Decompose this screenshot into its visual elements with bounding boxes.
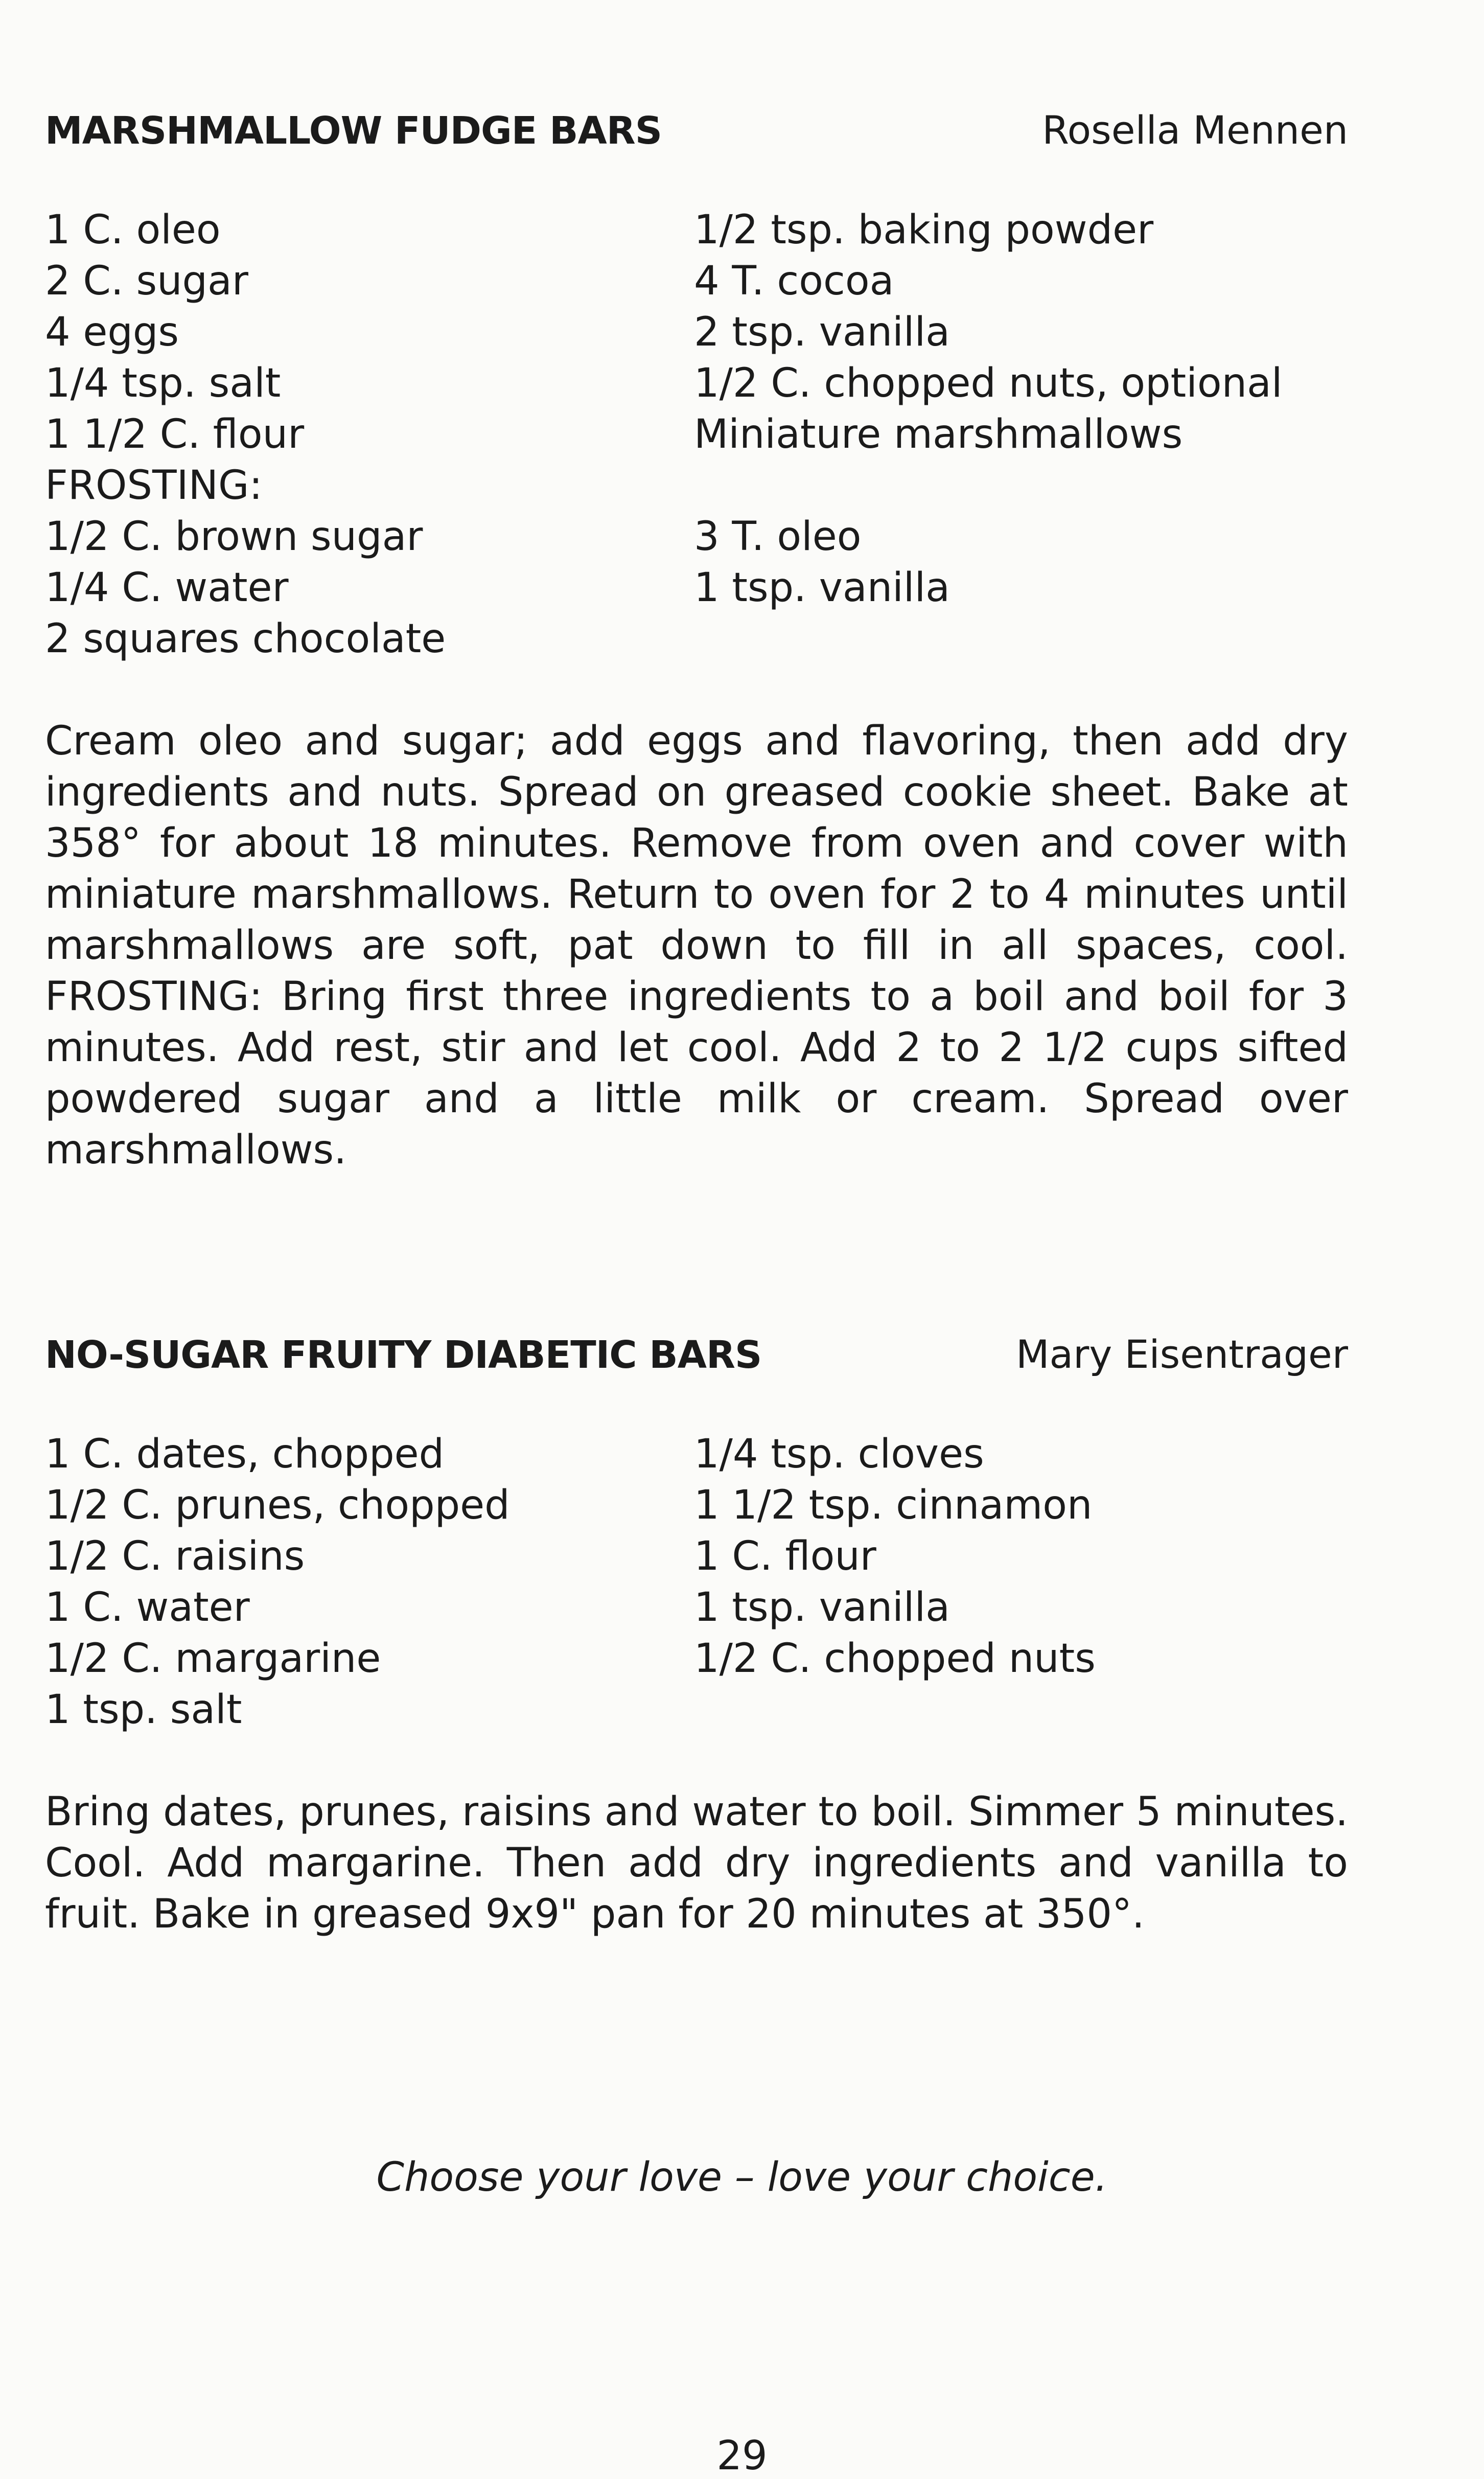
- ingredient: 1/4 tsp. salt: [45, 360, 281, 406]
- ingredient: 1 1/2 C. flour: [45, 411, 305, 457]
- frosting-ingredients: [45, 511, 1348, 664]
- frosting-left-column: [45, 511, 694, 664]
- ingredient: 3 T. oleo: [694, 514, 862, 560]
- ingredient: 1 C. oleo: [45, 207, 221, 253]
- recipe-no-sugar-fruity-diabetic-bars: [45, 1332, 1348, 1940]
- recipe-title: NO-SUGAR FRUITY DIABETIC BARS: [45, 1333, 762, 1377]
- ingredient: 1/2 C. margarine: [45, 1636, 381, 1682]
- ingredient: 2 squares chocolate: [45, 616, 446, 662]
- ingredients-left-column: [45, 1429, 694, 1735]
- recipe-header: [45, 1332, 1348, 1393]
- ingredient: 1/2 C. chopped nuts: [694, 1636, 1096, 1682]
- ingredient: 1/4 tsp. cloves: [694, 1431, 984, 1477]
- recipe-marshmallow-fudge-bars: [45, 107, 1348, 1176]
- frosting-label: FROSTING:: [45, 463, 263, 509]
- ingredients-right-column: [694, 1429, 1348, 1735]
- ingredients: [45, 204, 1348, 460]
- ingredients-left-column: [45, 204, 694, 460]
- page-number: 29: [716, 2433, 768, 2479]
- recipe-author: Mary Eisentrager: [1015, 1332, 1348, 1377]
- ingredients-right-column: [694, 204, 1348, 460]
- ingredient: 1/2 C. raisins: [45, 1533, 305, 1579]
- ingredient: 1 tsp. vanilla: [694, 565, 950, 611]
- ingredient: 1/2 C. chopped nuts, optional: [694, 360, 1283, 406]
- ingredient: 1 C. dates, chopped: [45, 1431, 445, 1477]
- ingredient: 2 C. sugar: [45, 258, 248, 304]
- ingredient: 1 C. flour: [694, 1533, 876, 1579]
- recipe-author: Rosella Mennen: [1042, 107, 1348, 153]
- motto: Choose your love – love your choice.: [376, 2154, 1108, 2200]
- ingredient: Miniature marshmallows: [694, 411, 1183, 457]
- recipe-title: MARSHMALLOW FUDGE BARS: [45, 109, 662, 153]
- recipe-directions: Bring dates, prunes, raisins and water to boil. Simmer 5 minutes. Cool. Add margarine. Then add dry ingredients and vanilla to fruit. Bake in greased 9x9" pan for 20 minutes at 350°.: [45, 1789, 1348, 1937]
- ingredient: 4 eggs: [45, 309, 179, 355]
- ingredients: [45, 1429, 1348, 1735]
- frosting-right-column: [694, 511, 1348, 664]
- ingredient: 1/2 C. prunes, chopped: [45, 1482, 510, 1528]
- ingredient: 1 tsp. salt: [45, 1687, 242, 1733]
- ingredient: 1 C. water: [45, 1585, 250, 1631]
- recipe-header: [45, 107, 1348, 169]
- ingredient: 1/2 C. brown sugar: [45, 514, 423, 560]
- recipe-directions: Cream oleo and sugar; add eggs and flavoring, then add dry ingredients and nuts. Spread on greased cookie sheet. Bake at 358° for about 18 minutes. Remove from oven and cover with miniature marshmallows. Return to oven for 2 to 4 minutes until marshmallows are soft, pat down to fill in all spaces, cool. FROSTING: Bring first three ingredients to a boil and boil for 3 minutes. Add rest, stir and let cool. Add 2 to 2 1/2 cups sifted powdered sugar and a little milk or cream. Spread over marshmallows.: [45, 718, 1348, 1173]
- ingredient: 4 T. cocoa: [694, 258, 894, 304]
- ingredient: 1 1/2 tsp. cinnamon: [694, 1482, 1093, 1528]
- ingredient: 1 tsp. vanilla: [694, 1585, 950, 1631]
- ingredient: 2 tsp. vanilla: [694, 309, 950, 355]
- ingredient: 1/2 tsp. baking powder: [694, 207, 1154, 253]
- ingredient: 1/4 C. water: [45, 565, 289, 611]
